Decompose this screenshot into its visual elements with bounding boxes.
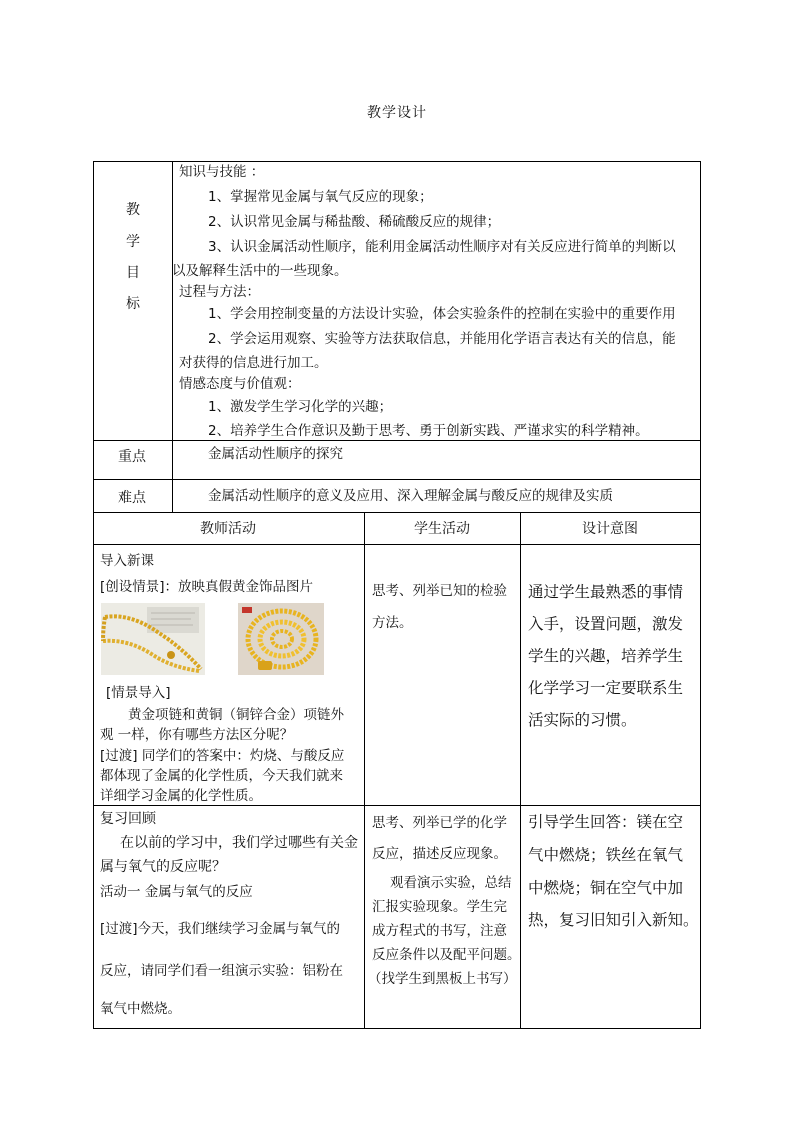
transition-text: 都体现了金属的化学性质，今天我们就来 xyxy=(100,768,343,784)
design-intent: 引导学生回答：镁在空 xyxy=(528,813,684,831)
teacher-heading: 导入新课 xyxy=(100,553,154,569)
page-title: 教学设计 xyxy=(367,105,427,121)
difficulty-label: 难点 xyxy=(118,490,146,506)
student-activity: 反应，描述反应现象。 xyxy=(372,846,507,862)
objective-item: 2、学会运用观察、实验等方法获取信息，并能用化学语言表达有关的信息，能 xyxy=(208,331,676,347)
teacher-scenario: [创设情景]：放映真假黄金饰品图片 xyxy=(100,579,314,595)
design-intent: 气中燃烧；铁丝在氧气 xyxy=(528,846,684,864)
col-divider xyxy=(172,161,173,512)
student-activity: 思考、列举已知的检验 xyxy=(372,583,507,599)
objective-item: 对获得的信息进行加工。 xyxy=(179,355,328,371)
transition-text: 详细学习金属的化学性质。 xyxy=(100,788,262,804)
transition-text: 反应，请同学们看一组演示实验：铝粉在 xyxy=(100,963,343,979)
student-activity: 观看演示实验，总结 xyxy=(390,875,512,891)
teacher-heading: 复习回顾 xyxy=(100,811,156,827)
intro-label: [情景导入] xyxy=(106,685,171,701)
attitude-heading: 情感态度与价值观： xyxy=(179,376,301,392)
key-point-label: 重点 xyxy=(118,449,146,465)
student-activity: 成方程式的书写，注意 xyxy=(372,923,507,939)
objectives-label-char: 目 xyxy=(126,265,140,281)
student-activity: （找学生到黑板上书写） xyxy=(368,971,517,987)
objectives-label-char: 学 xyxy=(126,234,140,250)
activity-title: 活动一 金属与氧气的反应 xyxy=(100,884,253,900)
process-heading: 过程与方法： xyxy=(179,284,260,300)
intro-text: 黄金项链和黄铜（铜锌合金）项链外 xyxy=(128,707,344,723)
knowledge-heading: 知识与技能 ： xyxy=(179,164,265,180)
objectives-label-char: 教 xyxy=(126,202,140,218)
key-point-content: 金属活动性顺序的探究 xyxy=(208,446,343,462)
objective-item: 2、培养学生合作意识及勤于思考、勇于创新实践、严谨求实的科学精神。 xyxy=(208,423,649,439)
necklace-image-2 xyxy=(238,603,324,675)
necklace-image-1 xyxy=(101,603,205,675)
row-divider xyxy=(93,440,701,441)
transition-text: [过渡]今天，我们继续学习金属与氧气的 xyxy=(100,921,341,937)
transition-text: [过渡] 同学们的答案中：灼烧、与酸反应 xyxy=(100,748,345,764)
column-header-intent: 设计意图 xyxy=(582,521,638,537)
objective-item: 1、激发学生学习化学的兴趣； xyxy=(208,399,393,415)
design-intent: 入手，设置问题，激发 xyxy=(528,615,684,633)
student-activity: 方法。 xyxy=(372,615,413,631)
difficulty-content: 金属活动性顺序的意义及应用、深入理解金属与酸反应的规律及实质 xyxy=(208,488,613,504)
design-intent: 化学学习一定要联系生 xyxy=(528,679,684,697)
row-divider xyxy=(93,479,701,480)
objective-item: 以及解释生活中的一些现象。 xyxy=(172,263,348,279)
student-activity: 思考、列举已学的化学 xyxy=(372,815,507,831)
student-activity: 汇报实验现象。学生完 xyxy=(372,899,507,915)
intro-text: 观 一样，你有哪些方法区分呢？ xyxy=(100,727,294,743)
design-intent: 中燃烧；铜在空气中加 xyxy=(528,879,684,897)
objective-item: 1、学会用控制变量的方法设计实验，体会实验条件的控制在实验中的重要作用 xyxy=(208,306,676,322)
objective-item: 1、掌握常见金属与氧气反应的现象； xyxy=(208,189,433,205)
col-divider xyxy=(364,512,365,1029)
column-header-student: 学生活动 xyxy=(414,521,470,537)
row-divider xyxy=(93,544,701,545)
student-activity: 反应条件以及配平问题。 xyxy=(372,947,521,963)
column-header-teacher: 教师活动 xyxy=(200,521,256,537)
review-question: 在以前的学习中，我们学过哪些有关金 xyxy=(120,835,358,851)
objectives-label-char: 标 xyxy=(126,296,140,312)
review-question: 属与氧气的反应呢？ xyxy=(100,859,226,875)
design-intent: 学生的兴趣，培养学生 xyxy=(528,647,684,665)
objective-item: 2、认识常见金属与稀盐酸、稀硫酸反应的规律； xyxy=(208,214,501,230)
objective-item: 3、认识金属活动性顺序，能利用金属活动性顺序对有关反应进行简单的判断以 xyxy=(208,239,676,255)
design-intent: 活实际的习惯。 xyxy=(528,711,637,729)
design-intent: 通过学生最熟悉的事情 xyxy=(528,583,684,601)
transition-text: 氧气中燃烧。 xyxy=(100,1001,181,1017)
row-divider xyxy=(93,512,701,513)
design-intent: 热，复习旧知引入新知。 xyxy=(528,911,699,929)
